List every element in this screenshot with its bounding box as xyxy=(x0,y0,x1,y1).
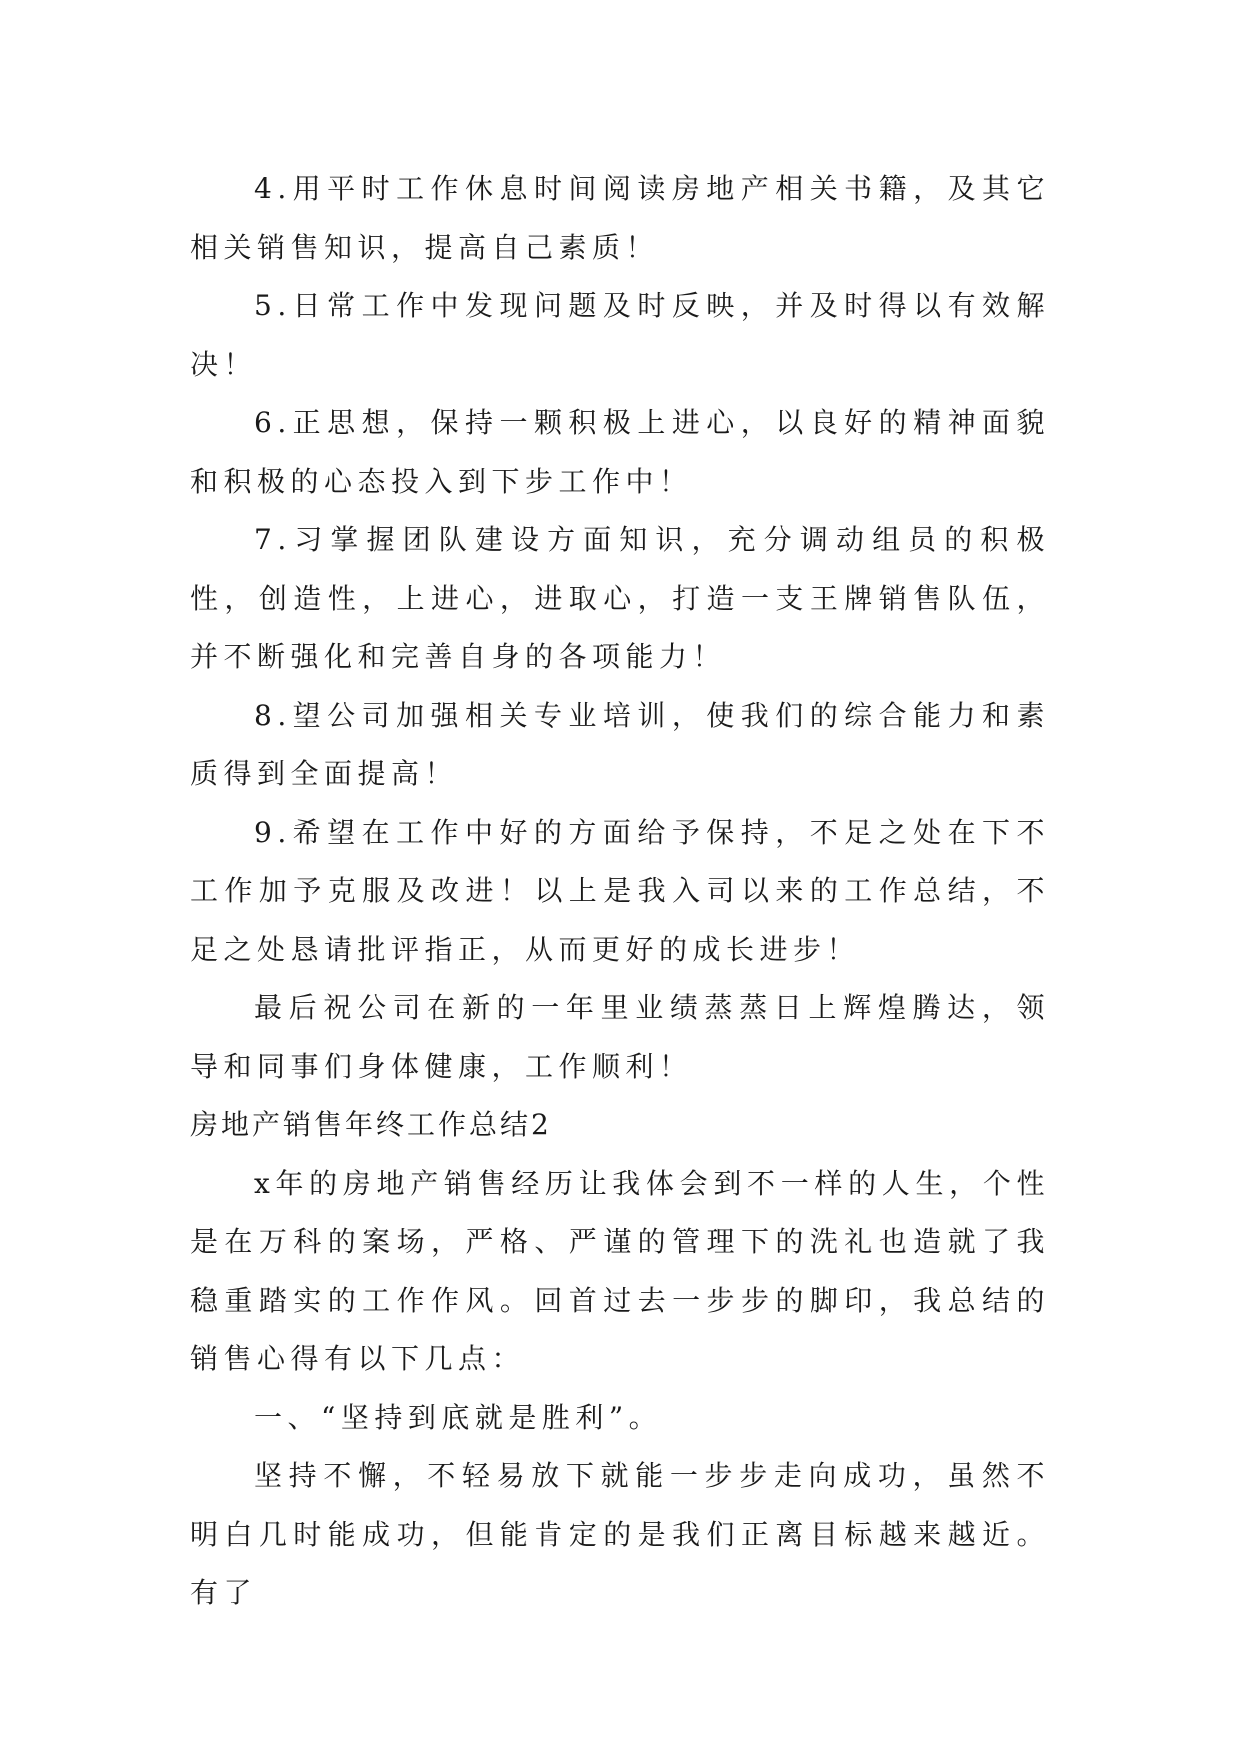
paragraph-closing-wishes: 最后祝公司在新的一年里业绩蒸蒸日上辉煌腾达，领导和同事们身体健康，工作顺利！ xyxy=(190,991,1050,1083)
document-body xyxy=(190,160,1050,1623)
paragraph-item-4: 4.用平时工作休息时间阅读房地产相关书籍，及其它相关销售知识，提高自己素质！ xyxy=(190,172,1050,264)
paragraph-item-9: 9.希望在工作中好的方面给予保持，不足之处在下不工作加予克服及改进！以上是我入司以来的工作总结，不足之处恳请批评指正，从而更好的成长进步！ xyxy=(190,815,1050,966)
paragraph-intro: x年的房地产销售经历让我体会到不一样的人生，个性是在万科的案场，严格、严谨的管理下的洗礼也造就了我稳重踏实的工作作风。回首过去一步步的脚印，我总结的销售心得有以下几点： xyxy=(190,1166,1050,1375)
paragraph-point-one-title: 一、“坚持到底就是胜利”。 xyxy=(254,1400,663,1434)
paragraph-item-8: 8.望公司加强相关专业培训，使我们的综合能力和素质得到全面提高！ xyxy=(190,698,1050,790)
paragraph-item-6: 6.正思想，保持一颗积极上进心，以良好的精神面貌和积极的心态投入到下步工作中！ xyxy=(190,406,1050,498)
section-heading: 房地产销售年终工作总结2 xyxy=(190,1108,552,1141)
paragraph-item-7: 7.习掌握团队建设方面知识，充分调动组员的积极性，创造性，上进心，进取心，打造一支王牌销售队伍，并不断强化和完善自身的各项能力！ xyxy=(190,523,1050,673)
paragraph-point-one-body: 坚持不懈，不轻易放下就能一步步走向成功，虽然不明白几时能成功，但能肯定的是我们正离目标越来越近。有了 xyxy=(190,1459,1050,1609)
paragraph-item-5: 5.日常工作中发现问题及时反映，并及时得以有效解决！ xyxy=(190,289,1050,381)
